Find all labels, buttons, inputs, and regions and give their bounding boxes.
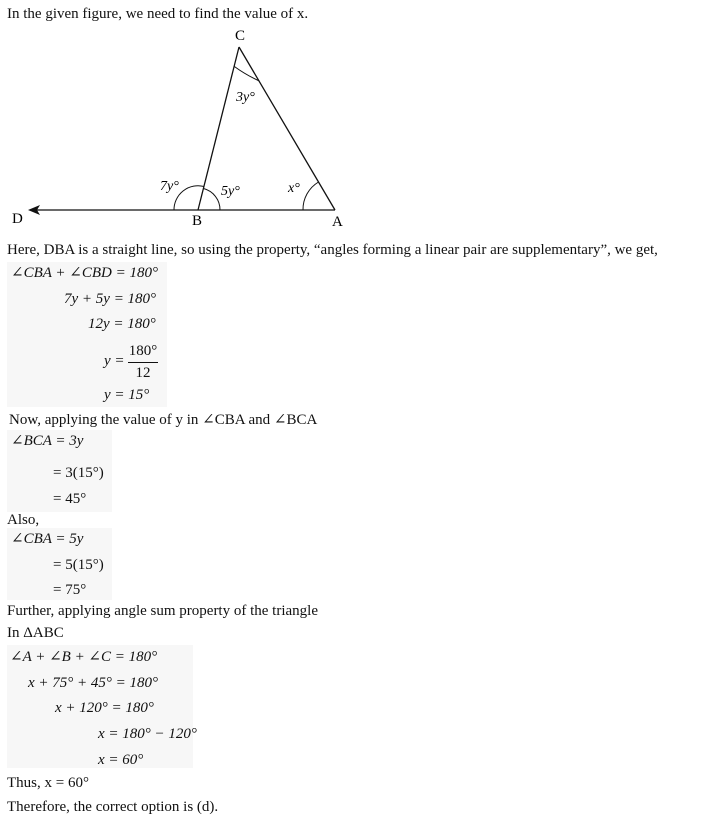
eq-x-75-45: x + 75° + 45° = 180° [28, 675, 159, 691]
eq-12y: 12y = 180° [88, 316, 156, 332]
angle-label-left: 7y° [160, 179, 179, 194]
eq-bca-3y: ∠BCA = 3y [11, 433, 84, 449]
eq-x-60: x = 60° [98, 752, 144, 768]
label-b: B [192, 213, 203, 229]
eq-x-120: x + 120° = 180° [55, 700, 154, 716]
arc-angle-b-right [204, 189, 221, 211]
in-triangle-text: In ΔABC [7, 625, 64, 641]
arc-angle-c [234, 66, 259, 81]
side-ca [239, 47, 335, 210]
eq-frac-numerator: 180° [128, 343, 158, 359]
eq-cba-5y: ∠CBA = 5y [11, 531, 84, 547]
intro-text: In the given figure, we need to find the value of x. [7, 6, 309, 22]
eq-5-15: = 5(15°) [53, 557, 104, 573]
eq-y-frac-left: y = [104, 353, 125, 369]
also-text: Also, [7, 512, 40, 528]
linear-pair-text: Here, DBA is a straight line, so using the property, “angles forming a linear pair are supplementary”, we get, [7, 242, 658, 258]
label-d: D [12, 211, 23, 227]
eq-frac-denominator: 12 [135, 365, 151, 381]
eq-frac-bar [128, 362, 158, 363]
label-a: A [332, 214, 343, 230]
eq-x-180-120: x = 180° − 120° [98, 726, 197, 742]
eq-y-15: y = 15° [104, 387, 150, 403]
label-c: C [235, 28, 246, 44]
eq-45: = 45° [53, 491, 87, 507]
final-answer-text: Therefore, the correct option is (d). [7, 799, 219, 815]
angle-sum-text: Further, applying angle sum property of the triangle [7, 603, 318, 619]
eq-a-b-c: ∠A + ∠B + ∠C = 180° [10, 649, 158, 665]
apply-y-text: Now, applying the value of y in ∠CBA and ∠BCA [9, 412, 318, 428]
triangle-figure [0, 25, 711, 260]
angle-label-mid: 5y° [221, 184, 240, 199]
eq-3-15: = 3(15°) [53, 465, 104, 481]
angle-label-top: 3y° [236, 90, 255, 105]
thus-text: Thus, x = 60° [7, 775, 89, 791]
eq-75: = 75° [53, 582, 87, 598]
eq-cba-cbd: ∠CBA + ∠CBD = 180° [11, 265, 158, 281]
arc-angle-a [303, 182, 319, 210]
angle-label-right: x° [288, 181, 300, 196]
eq-7y-5y: 7y + 5y = 180° [64, 291, 157, 307]
